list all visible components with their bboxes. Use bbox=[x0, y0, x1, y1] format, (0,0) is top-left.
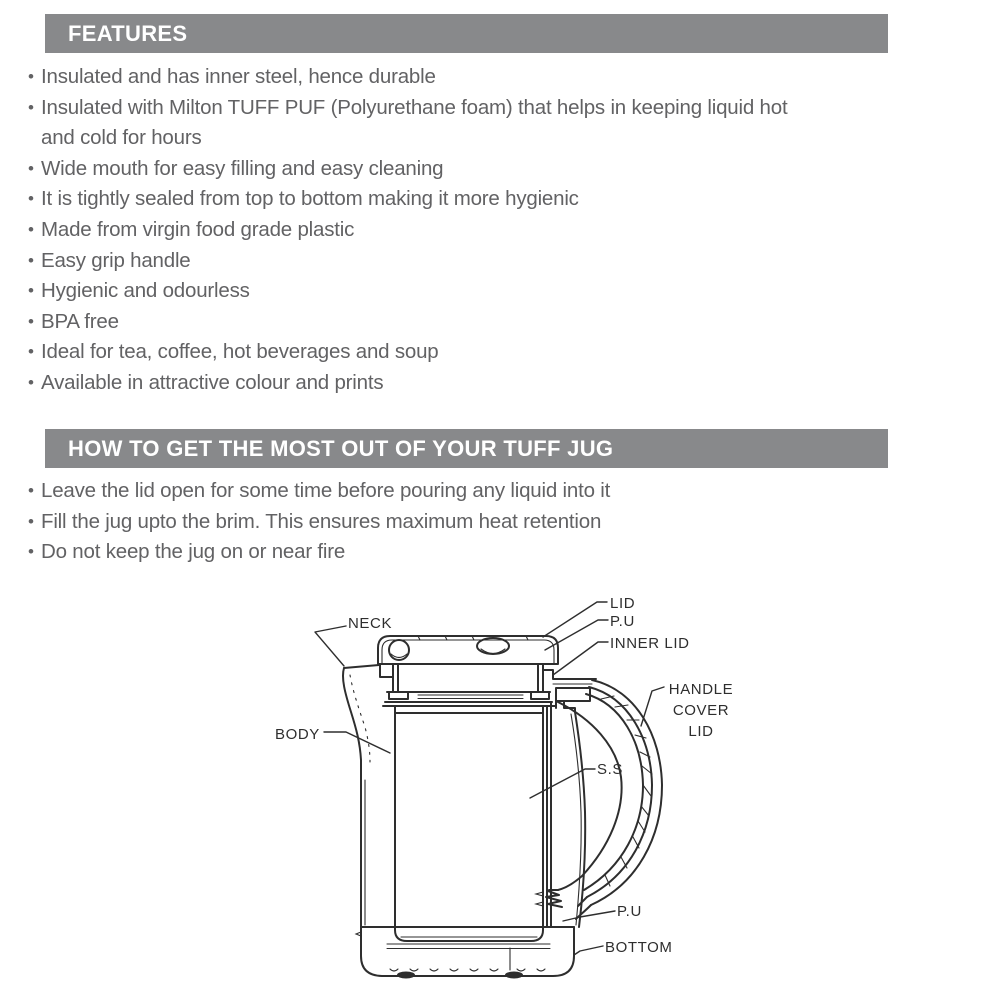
jug-diagram bbox=[240, 580, 760, 1000]
handle-bottom-clip bbox=[536, 890, 562, 907]
bullet-text: Easy grip handle bbox=[41, 248, 191, 272]
bullet-text: Hygienic and odourless bbox=[41, 279, 250, 303]
inner-lid-seat bbox=[383, 692, 556, 713]
bullet-item bbox=[28, 276, 874, 307]
bullet-text: Insulated and has inner steel, hence durable bbox=[41, 65, 436, 88]
features-list bbox=[28, 62, 874, 399]
handle bbox=[558, 680, 662, 919]
bullet-dot: • bbox=[28, 342, 34, 362]
label-pu-bottom: P.U bbox=[617, 903, 642, 920]
bullet-item bbox=[28, 184, 874, 215]
bullet-text: Made from virgin food grade plastic bbox=[41, 217, 355, 241]
label-pu-top: P.U bbox=[610, 613, 635, 630]
bullet-item bbox=[28, 215, 874, 246]
bullet-item bbox=[28, 337, 874, 368]
bullet-dot: • bbox=[28, 481, 34, 500]
bullet-text: Fill the jug upto the brim. This ensures maximum heat retention bbox=[41, 509, 602, 533]
label-body: BODY bbox=[275, 726, 320, 743]
bullet-text: Ideal for tea, coffee, hot beverages and soup bbox=[41, 340, 439, 364]
bullet-item bbox=[28, 246, 874, 277]
label-ss: S.S bbox=[597, 761, 623, 778]
bullet-text: Available in attractive colour and prints bbox=[41, 370, 384, 394]
bullet-dot: • bbox=[28, 281, 34, 301]
callout-lines bbox=[315, 602, 664, 955]
lid-knob bbox=[389, 638, 509, 660]
bullet-item bbox=[28, 368, 874, 399]
usage-list bbox=[28, 476, 874, 568]
bullet-dot: • bbox=[28, 189, 34, 209]
bullet-dot: • bbox=[28, 158, 34, 178]
bullet-item bbox=[28, 62, 874, 93]
bullet-text: Wide mouth for easy filling and easy cleaning bbox=[41, 156, 444, 180]
label-inner-lid: INNER LID bbox=[610, 635, 690, 652]
bullet-text: Leave the lid open for some time before pouring any liquid into it bbox=[41, 479, 611, 502]
bullet-item bbox=[28, 154, 874, 185]
body-spout bbox=[343, 665, 379, 927]
label-handle-cover-1: HANDLE bbox=[668, 681, 734, 698]
bullet-item bbox=[28, 476, 874, 507]
bullet-item bbox=[28, 93, 874, 154]
label-bottom: BOTTOM bbox=[605, 939, 673, 956]
bullet-text: Insulated with Milton TUFF PUF (Polyurethane foam) that helps in keeping liquid hot and cold for hours bbox=[41, 95, 788, 150]
bullet-dot: • bbox=[28, 311, 34, 331]
neck-walls bbox=[380, 664, 543, 692]
bullet-text: Do not keep the jug on or near fire bbox=[41, 540, 346, 564]
bullet-text: It is tightly sealed from top to bottom making it more hygienic bbox=[41, 187, 579, 211]
features-header-title: FEATURES bbox=[68, 20, 188, 46]
usage-header-bar bbox=[45, 429, 888, 468]
bullet-dot: • bbox=[28, 511, 34, 531]
label-neck: NECK bbox=[348, 615, 393, 632]
bullet-item bbox=[28, 537, 874, 568]
bullet-dot: • bbox=[28, 542, 34, 562]
bullet-text: BPA free bbox=[41, 309, 119, 333]
lid-outline bbox=[378, 636, 558, 664]
bullet-dot: • bbox=[28, 97, 34, 117]
bullet-dot: • bbox=[28, 219, 34, 239]
bullet-dot: • bbox=[28, 67, 34, 86]
jug-diagram-svg bbox=[240, 580, 760, 1000]
usage-header-title: HOW TO GET THE MOST OUT OF YOUR TUFF JUG bbox=[68, 435, 614, 461]
bullet-item bbox=[28, 307, 874, 338]
bullet-dot: • bbox=[28, 250, 34, 270]
bullet-dot: • bbox=[28, 372, 34, 392]
features-header-bar bbox=[45, 14, 888, 53]
ss-container bbox=[395, 713, 543, 941]
label-lid: LID bbox=[610, 595, 636, 612]
label-handle-cover-2: COVER bbox=[672, 702, 730, 719]
label-handle-cover-3: LID bbox=[688, 723, 714, 740]
bullet-item bbox=[28, 507, 874, 538]
